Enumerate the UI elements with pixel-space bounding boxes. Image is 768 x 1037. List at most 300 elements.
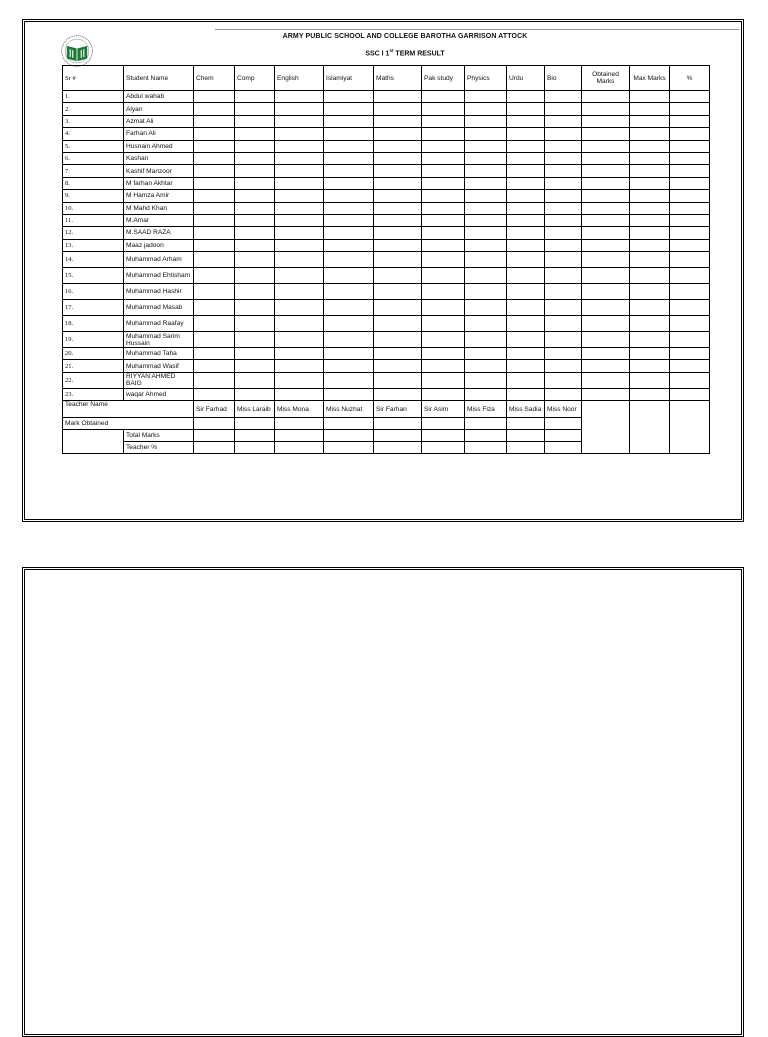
serial-number: 2. <box>63 103 124 115</box>
mark-cell <box>275 214 324 226</box>
mark-cell <box>582 252 630 268</box>
mark-cell <box>545 418 582 429</box>
mark-cell <box>582 128 630 140</box>
mark-cell <box>194 360 235 372</box>
student-row <box>63 348 710 360</box>
mark-cell <box>582 360 630 372</box>
mark-cell <box>235 388 275 400</box>
mark-cell <box>235 202 275 214</box>
mark-cell <box>465 214 507 226</box>
mark-cell <box>630 177 670 189</box>
mark-cell <box>545 152 582 164</box>
mark-cell <box>582 388 630 400</box>
mark-cell <box>630 214 670 226</box>
mark-cell <box>630 115 670 127</box>
serial-number: 12. <box>63 227 124 239</box>
serial-number: 15. <box>63 268 124 284</box>
mark-cell <box>670 227 710 239</box>
mark-cell <box>465 115 507 127</box>
mark-cell <box>465 252 507 268</box>
mark-cell <box>374 239 422 251</box>
mark-cell <box>422 388 465 400</box>
mark-cell <box>324 418 374 429</box>
mark-cell <box>374 388 422 400</box>
mark-cell <box>374 177 422 189</box>
mark-cell <box>324 91 374 103</box>
mark-cell <box>275 284 324 300</box>
mark-cell <box>630 252 670 268</box>
student-name: Muhammad Raafay <box>124 316 194 332</box>
student-name: Abdul wahab <box>124 91 194 103</box>
mark-cell <box>235 372 275 388</box>
mark-cell <box>670 332 710 348</box>
mark-cell <box>235 268 275 284</box>
teacher-name-row <box>63 401 710 418</box>
student-name: waqar Ahmed <box>124 388 194 400</box>
mark-cell <box>545 316 582 332</box>
mark-cell <box>422 360 465 372</box>
mark-cell <box>422 239 465 251</box>
teacher-name: Sir Asim <box>422 401 465 418</box>
mark-cell <box>582 300 630 316</box>
mark-cell <box>194 140 235 152</box>
mark-cell <box>465 177 507 189</box>
mark-cell <box>324 268 374 284</box>
mark-cell <box>194 239 235 251</box>
mark-cell <box>275 190 324 202</box>
teacher-percent-label: Teacher % <box>124 441 194 453</box>
mark-cell <box>194 332 235 348</box>
teacher-name: Sir Farhan <box>374 401 422 418</box>
mark-cell <box>235 441 275 453</box>
mark-cell <box>545 165 582 177</box>
mark-cell <box>275 388 324 400</box>
mark-cell <box>235 227 275 239</box>
student-row <box>63 268 710 284</box>
mark-cell <box>630 239 670 251</box>
mark-cell <box>194 177 235 189</box>
mark-cell <box>194 115 235 127</box>
student-row <box>63 332 710 348</box>
mark-cell <box>275 103 324 115</box>
mark-cell <box>582 348 630 360</box>
student-row <box>63 103 710 115</box>
mark-cell <box>545 227 582 239</box>
mark-cell <box>324 128 374 140</box>
mark-cell <box>670 214 710 226</box>
student-row <box>63 214 710 226</box>
student-name: M Mahd Khan <box>124 202 194 214</box>
mark-cell <box>275 332 324 348</box>
student-row <box>63 360 710 372</box>
mark-cell <box>374 360 422 372</box>
mark-cell <box>374 418 422 429</box>
student-name: Muhammad Taha <box>124 348 194 360</box>
serial-number: 18. <box>63 316 124 332</box>
student-name: Alyan <box>124 103 194 115</box>
mark-cell <box>670 152 710 164</box>
student-row <box>63 128 710 140</box>
mark-cell <box>324 103 374 115</box>
mark-cell <box>324 140 374 152</box>
mark-cell <box>545 268 582 284</box>
mark-cell <box>275 165 324 177</box>
mark-cell <box>275 316 324 332</box>
mark-cell <box>465 128 507 140</box>
mark-cell <box>507 441 545 453</box>
student-name: M.Amar <box>124 214 194 226</box>
student-name: RIYYAN AHMED BAIG <box>124 372 194 388</box>
mark-cell <box>670 165 710 177</box>
total-marks-label: Total Marks <box>124 429 194 441</box>
mark-cell <box>507 252 545 268</box>
mark-cell <box>507 177 545 189</box>
mark-cell <box>582 103 630 115</box>
subject-header: Physics <box>465 66 507 91</box>
mark-cell <box>545 441 582 453</box>
student-row <box>63 177 710 189</box>
student-row <box>63 115 710 127</box>
mark-cell <box>507 360 545 372</box>
serial-number: 8. <box>63 177 124 189</box>
mark-cell <box>422 140 465 152</box>
mark-cell <box>194 128 235 140</box>
serial-number: 20. <box>63 348 124 360</box>
mark-cell <box>324 348 374 360</box>
mark-cell <box>465 284 507 300</box>
mark-cell <box>507 388 545 400</box>
mark-cell <box>235 214 275 226</box>
mark-cell <box>374 190 422 202</box>
mark-cell <box>422 227 465 239</box>
mark-cell <box>545 348 582 360</box>
mark-cell <box>630 103 670 115</box>
mark-cell <box>582 239 630 251</box>
mark-cell <box>582 115 630 127</box>
mark-cell <box>670 128 710 140</box>
mark-cell <box>630 284 670 300</box>
mark-cell <box>275 91 324 103</box>
mark-obtained-label: Mark Obtained <box>63 418 194 429</box>
mark-cell <box>545 284 582 300</box>
mark-cell <box>507 152 545 164</box>
mark-cell <box>630 268 670 284</box>
mark-cell <box>324 202 374 214</box>
mark-cell <box>630 388 670 400</box>
mark-cell <box>545 429 582 441</box>
mark-cell <box>582 316 630 332</box>
mark-cell <box>582 91 630 103</box>
mark-cell <box>507 239 545 251</box>
mark-cell <box>194 91 235 103</box>
mark-cell <box>507 418 545 429</box>
mark-cell <box>374 115 422 127</box>
mark-cell <box>582 214 630 226</box>
mark-cell <box>422 418 465 429</box>
mark-cell <box>507 140 545 152</box>
mark-cell <box>324 115 374 127</box>
mark-cell <box>275 268 324 284</box>
student-name: Husnain Ahmed <box>124 140 194 152</box>
mark-cell <box>194 348 235 360</box>
mark-cell <box>235 332 275 348</box>
mark-cell <box>275 300 324 316</box>
mark-cell <box>670 284 710 300</box>
mark-cell <box>630 140 670 152</box>
mark-cell <box>545 360 582 372</box>
mark-cell <box>507 332 545 348</box>
serial-number: 23. <box>63 388 124 400</box>
mark-cell <box>545 103 582 115</box>
mark-cell <box>670 372 710 388</box>
mark-cell <box>582 268 630 284</box>
mark-cell <box>422 284 465 300</box>
mark-cell <box>507 429 545 441</box>
mark-cell <box>235 128 275 140</box>
mark-cell <box>324 388 374 400</box>
student-row <box>63 284 710 300</box>
max-marks-header: Max Marks <box>630 66 670 91</box>
subject-header: Bio <box>545 66 582 91</box>
mark-cell <box>194 227 235 239</box>
mark-cell <box>670 348 710 360</box>
school-title: ARMY PUBLIC SCHOOL AND COLLEGE BAROTHA GARRISON ATTOCK <box>282 33 528 40</box>
mark-cell <box>545 115 582 127</box>
mark-cell <box>670 202 710 214</box>
mark-cell <box>275 239 324 251</box>
serial-number: 7. <box>63 165 124 177</box>
mark-cell <box>582 140 630 152</box>
mark-cell <box>465 202 507 214</box>
mark-cell <box>194 152 235 164</box>
mark-cell <box>582 177 630 189</box>
mark-cell <box>194 165 235 177</box>
mark-cell <box>374 348 422 360</box>
subject-header: English <box>275 66 324 91</box>
mark-cell <box>545 214 582 226</box>
mark-cell <box>630 348 670 360</box>
mark-cell <box>545 202 582 214</box>
sr-header: Sr # <box>63 66 124 91</box>
mark-cell <box>465 239 507 251</box>
student-row <box>63 91 710 103</box>
mark-cell <box>324 152 374 164</box>
mark-cell <box>235 284 275 300</box>
mark-cell <box>630 165 670 177</box>
mark-cell <box>194 441 235 453</box>
mark-cell <box>275 128 324 140</box>
student-row <box>63 372 710 388</box>
mark-cell <box>630 91 670 103</box>
serial-number: 6. <box>63 152 124 164</box>
mark-cell <box>507 348 545 360</box>
mark-cell <box>422 91 465 103</box>
student-name-header: Student Name <box>124 66 194 91</box>
mark-cell <box>422 332 465 348</box>
mark-cell <box>422 115 465 127</box>
mark-cell <box>194 103 235 115</box>
term-title: SSC I 1st TERM RESULT <box>365 48 445 58</box>
mark-cell <box>630 316 670 332</box>
mark-cell <box>465 91 507 103</box>
student-row <box>63 140 710 152</box>
mark-cell <box>374 227 422 239</box>
mark-cell <box>324 165 374 177</box>
obtained-marks-header: Obtained Marks <box>582 66 630 91</box>
serial-number: 14. <box>63 252 124 268</box>
mark-cell <box>545 128 582 140</box>
mark-cell <box>194 429 235 441</box>
mark-cell <box>422 429 465 441</box>
mark-cell <box>374 214 422 226</box>
mark-cell <box>194 372 235 388</box>
mark-cell <box>275 441 324 453</box>
mark-cell <box>630 202 670 214</box>
mark-cell <box>507 214 545 226</box>
mark-cell <box>630 332 670 348</box>
serial-number: 17. <box>63 300 124 316</box>
mark-cell <box>374 140 422 152</box>
teacher-name: Sir Farhad <box>194 401 235 418</box>
student-name: Muhammad Masab <box>124 300 194 316</box>
serial-number: 21. <box>63 360 124 372</box>
blank-cell <box>63 429 124 454</box>
mark-cell <box>235 239 275 251</box>
mark-cell <box>630 190 670 202</box>
mark-cell <box>374 152 422 164</box>
mark-cell <box>422 252 465 268</box>
mark-cell <box>507 227 545 239</box>
student-name: Muhammad Ehtisham <box>124 268 194 284</box>
mark-cell <box>235 140 275 152</box>
mark-cell <box>235 360 275 372</box>
mark-cell <box>324 360 374 372</box>
mark-cell <box>507 300 545 316</box>
mark-cell <box>545 190 582 202</box>
serial-number: 3. <box>63 115 124 127</box>
mark-cell <box>374 268 422 284</box>
mark-cell <box>374 165 422 177</box>
student-name: Maaz jadoon <box>124 239 194 251</box>
mark-cell <box>194 190 235 202</box>
subject-header: Chem <box>194 66 235 91</box>
mark-cell <box>465 360 507 372</box>
mark-cell <box>422 165 465 177</box>
mark-cell <box>422 177 465 189</box>
mark-cell <box>275 152 324 164</box>
mark-cell <box>582 152 630 164</box>
mark-cell <box>275 418 324 429</box>
mark-cell <box>507 190 545 202</box>
mark-cell <box>670 388 710 400</box>
student-row <box>63 316 710 332</box>
school-logo-icon <box>60 34 94 68</box>
mark-cell <box>670 190 710 202</box>
teacher-name: Miss Laraib <box>235 401 275 418</box>
mark-cell <box>324 429 374 441</box>
mark-cell <box>465 316 507 332</box>
mark-cell <box>374 284 422 300</box>
mark-cell <box>507 103 545 115</box>
mark-cell <box>582 190 630 202</box>
serial-number: 5. <box>63 140 124 152</box>
mark-cell <box>465 152 507 164</box>
mark-cell <box>582 227 630 239</box>
mark-cell <box>422 190 465 202</box>
mark-cell <box>275 360 324 372</box>
mark-cell <box>545 239 582 251</box>
mark-cell <box>465 418 507 429</box>
mark-cell <box>374 202 422 214</box>
mark-cell <box>235 103 275 115</box>
mark-cell <box>324 214 374 226</box>
mark-cell <box>374 128 422 140</box>
student-row <box>63 190 710 202</box>
subject-header: Maths <box>374 66 422 91</box>
mark-cell <box>324 227 374 239</box>
mark-cell <box>545 140 582 152</box>
header-rule <box>215 29 739 30</box>
mark-cell <box>194 268 235 284</box>
teacher-name: Miss Noor <box>545 401 582 418</box>
student-name: Farhan Ali <box>124 128 194 140</box>
mark-cell <box>507 91 545 103</box>
student-row <box>63 239 710 251</box>
mark-cell <box>630 360 670 372</box>
mark-cell <box>630 300 670 316</box>
mark-cell <box>324 300 374 316</box>
mark-cell <box>582 332 630 348</box>
mark-cell <box>422 202 465 214</box>
mark-cell <box>545 177 582 189</box>
mark-cell <box>465 227 507 239</box>
mark-cell <box>582 202 630 214</box>
mark-cell <box>670 316 710 332</box>
mark-cell <box>235 429 275 441</box>
mark-cell <box>465 332 507 348</box>
student-row <box>63 152 710 164</box>
mark-cell <box>275 115 324 127</box>
mark-cell <box>422 214 465 226</box>
mark-cell <box>235 418 275 429</box>
mark-cell <box>275 140 324 152</box>
teacher-name: Miss Fiza <box>465 401 507 418</box>
student-row <box>63 165 710 177</box>
student-name: M.SAAD RAZA <box>124 227 194 239</box>
mark-cell <box>422 441 465 453</box>
mark-cell <box>582 372 630 388</box>
mark-cell <box>194 214 235 226</box>
mark-cell <box>275 252 324 268</box>
mark-cell <box>275 202 324 214</box>
mark-cell <box>507 372 545 388</box>
mark-cell <box>670 239 710 251</box>
mark-cell <box>670 268 710 284</box>
mark-cell <box>374 332 422 348</box>
mark-cell <box>374 372 422 388</box>
student-row <box>63 252 710 268</box>
mark-cell <box>465 140 507 152</box>
subject-header: Islamiyat <box>324 66 374 91</box>
mark-cell <box>194 316 235 332</box>
mark-cell <box>194 418 235 429</box>
result-table <box>62 65 710 454</box>
serial-number: 4. <box>63 128 124 140</box>
mark-cell <box>324 332 374 348</box>
mark-cell <box>507 316 545 332</box>
mark-cell <box>324 284 374 300</box>
subject-header: Pak study <box>422 66 465 91</box>
